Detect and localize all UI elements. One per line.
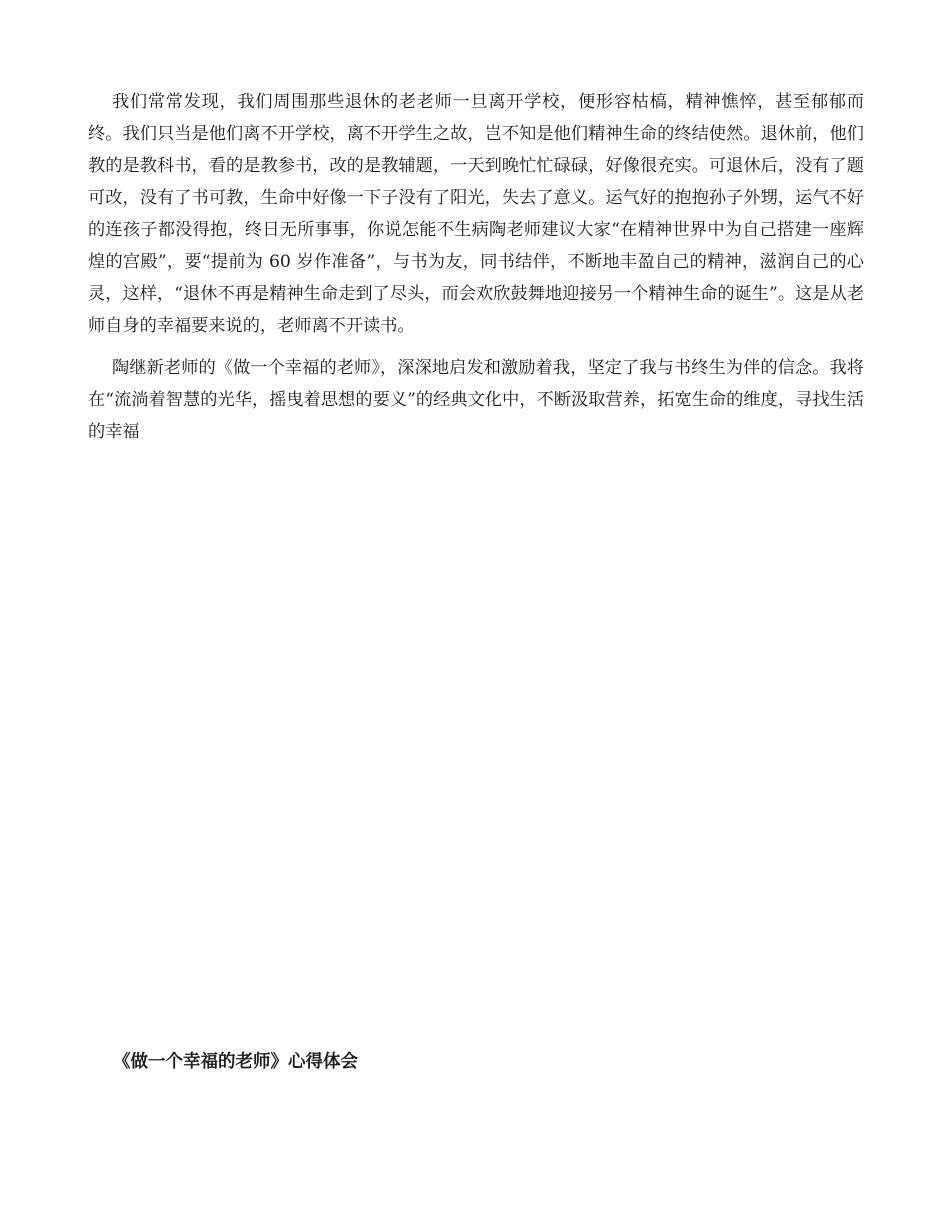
document-title: 《做一个幸福的老师》心得体会 [113,1052,358,1072]
paragraph-retirement: 我们常常发现，我们周围那些退休的老老师一旦离开学校，便形容枯槁，精神憔悴，甚至郁郁而终。我们只当是他们离不开学校，离不开学生之故，岂不知是他们精神生命的终结使然。退休前，他们教的是教科书，看的是教参书，改的是教辅题，一天到晚忙忙碌碌，好像很充实。可退休后，没有了题可改，没有了书可教，生命中好像一下子没有了阳光，失去了意义。运气好的抱抱孙子外甥，运气不好的连孩子都没得抱，终日无所事事，你说怎能不生病陶老师建议大家“在精神世界中为自己搭建一座辉煌的宫殿”，要“提前为 60 岁作准备”，与书为友，同书结伴，不断地丰盈自己的精神，滋润自己的心灵，这样，“退休不再是精神生命走到了尽头，而会欢欣鼓舞地迎接另一个精神生命的诞生”。这是从老师自身的幸福要来说的，老师离不开读书。 [88,92,864,336]
paragraph-conclusion: 陶继新老师的《做一个幸福的老师》，深深地启发和激励着我，坚定了我与书终生为伴的信念。我将在“流淌着智慧的光华，摇曳着思想的要义”的经典文化中，不断汲取营养，拓宽生命的维度，寻找生活的幸福 [88,358,864,442]
body-text [88,86,864,458]
